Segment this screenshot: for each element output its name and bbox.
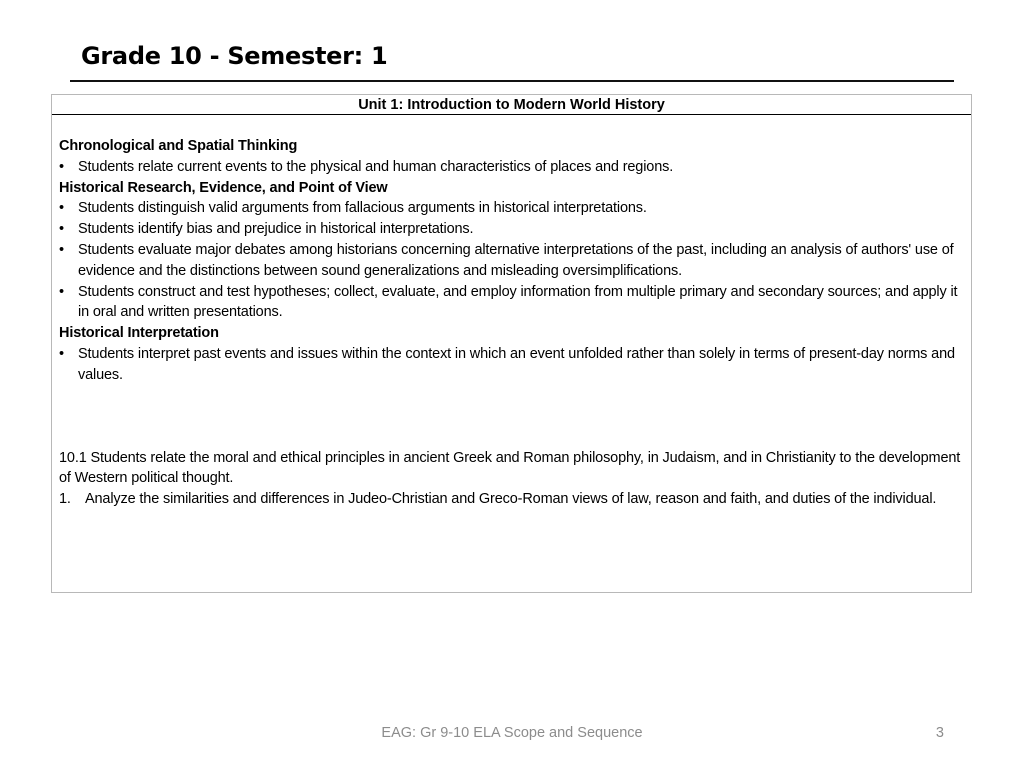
bullet-list [59,198,964,323]
title-underline [70,80,954,82]
unit-body [59,136,964,510]
bullet-icon: • [59,283,64,300]
bullet-icon: • [59,158,64,175]
list-item-text: Students distinguish valid arguments from fallacious arguments in historical interpretations. [78,200,647,217]
section-historical-research [59,178,964,324]
unit-header: Unit 1: Introduction to Modern World History [52,95,971,115]
list-item [59,240,964,282]
standard-statement: 10.1 Students relate the moral and ethical principles in ancient Greek and Roman philosophy, in Judaism, and in Christianity to the development of Western political thought. [59,449,961,487]
list-item-text: Students relate current events to the physical and human characteristics of places and regions. [78,158,674,175]
list-item [59,344,964,386]
list-item [59,282,964,324]
unit-table [51,94,972,593]
bullet-icon: • [59,345,64,362]
section-historical-interpretation [59,323,964,385]
footer-text: EAG: Gr 9-10 ELA Scope and Sequence [381,725,643,741]
list-item [59,198,964,219]
bullet-icon: • [59,200,64,217]
section-heading: Historical Research, Evidence, and Point of View [59,179,388,196]
bullet-list [59,157,964,178]
bullet-icon: • [59,221,64,238]
list-item [59,157,964,178]
objective-list [59,489,964,510]
page-number: 3 [935,725,944,741]
bullet-icon: • [59,241,64,258]
list-item-text: Students interpret past events and issues within the context in which an event unfolded rather than solely in terms of present-day norms and values. [78,345,955,383]
list-item [59,219,964,240]
section-chronological-spatial [59,136,964,178]
slide-title: Grade 10 - Semester: 1 [81,42,388,70]
list-item-text: Students construct and test hypotheses; collect, evaluate, and employ information from multiple primary and secondary sources; and apply it in oral and written presentations. [78,283,958,321]
objective-item [59,489,964,510]
objective-number: 1. [59,491,71,508]
section-heading: Historical Interpretation [59,325,219,342]
bullet-list [59,344,964,386]
list-item-text: Students evaluate major debates among historians concerning alternative interpretations of the past, including an analysis of authors' use of evidence and the distinctions between sound generalizations and misleading oversimplifications. [78,241,954,279]
list-item-text: Students identify bias and prejudice in historical interpretations. [78,221,474,238]
section-heading: Chronological and Spatial Thinking [59,138,298,154]
objective-text: Analyze the similarities and differences in Judeo-Christian and Greco-Roman views of law, reason and faith, and duties of the individual. [85,491,937,508]
